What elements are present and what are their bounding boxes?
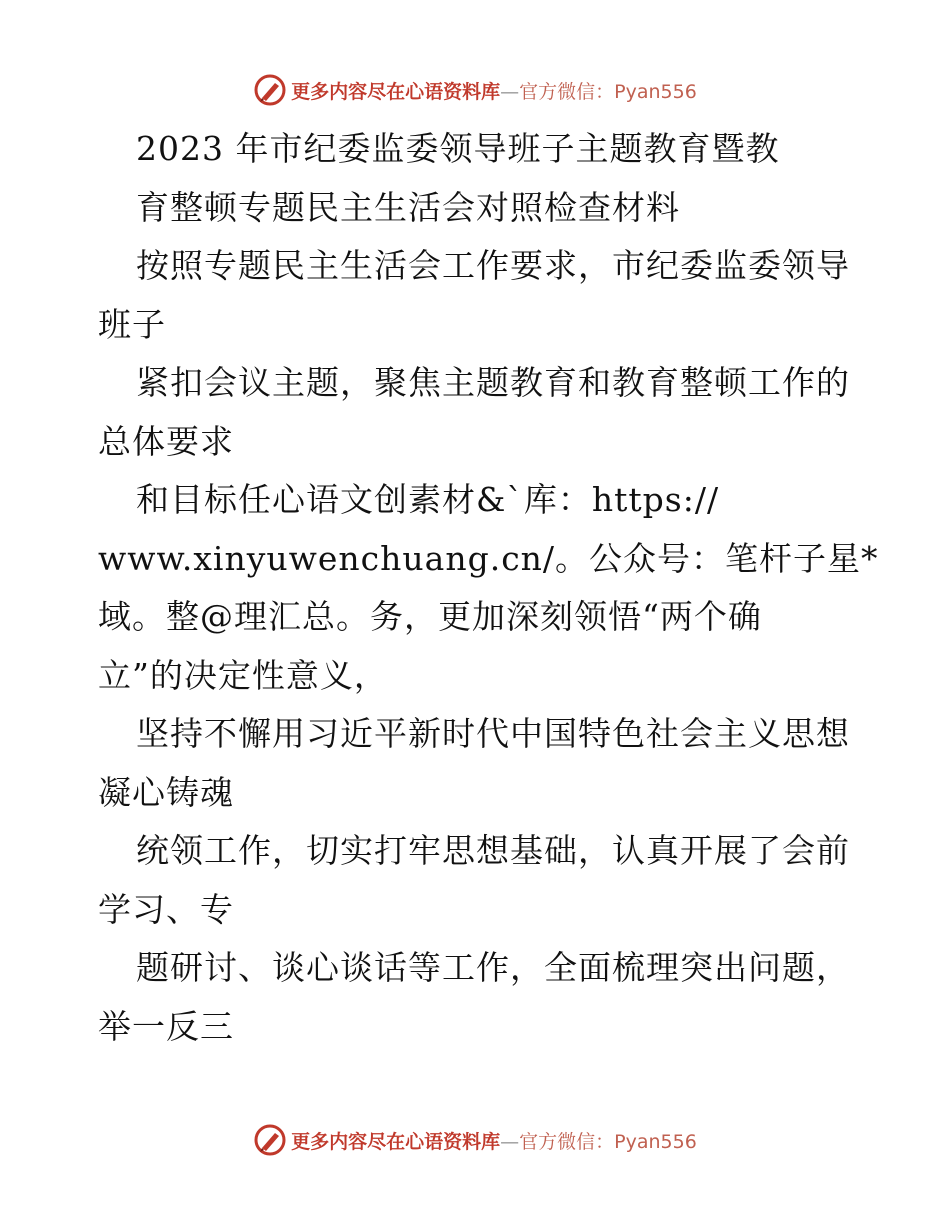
document-body <box>98 120 888 1056</box>
paragraph-line: 学习、专 <box>98 889 234 929</box>
paragraph-line: 立”的决定性意义， <box>98 655 388 695</box>
paragraph-line: 按照专题民主生活会工作要求，市纪委监委领导 <box>136 246 850 285</box>
paragraph-line: 举一反三 <box>98 1006 234 1046</box>
paragraph-line: 紧扣会议主题，聚焦主题教育和教育整顿工作的 <box>136 363 850 402</box>
banner-text: 更多内容尽在心语资料库—官方微信：Pyan556 <box>291 80 697 103</box>
pen-logo-icon <box>253 73 287 107</box>
paragraph-line: www.xinyuwenchuang.cn/。公众号：笔杆子星* <box>98 538 879 578</box>
paragraph-line: 域。整@理汇总。务，更加深刻领悟“两个确 <box>98 597 762 636</box>
paragraph-line: 统领工作，切实打牢思想基础，认真开展了会前 <box>136 831 850 870</box>
document-title-line-1: 2023 年市纪委监委领导班子主题教育暨教 <box>136 129 780 168</box>
paragraph-line: 总体要求 <box>98 421 234 461</box>
paragraph-line: 和目标任心语文创素材&`库：https:// <box>136 480 720 519</box>
paragraph-line: 班子 <box>98 304 166 344</box>
footer-banner <box>0 1120 950 1160</box>
banner-text: 更多内容尽在心语资料库—官方微信：Pyan556 <box>291 1130 697 1153</box>
paragraph-line: 题研讨、谈心谈话等工作，全面梳理突出问题， <box>136 948 850 987</box>
paragraph-line: 凝心铸魂 <box>98 772 234 812</box>
header-banner <box>0 70 950 110</box>
paragraph-line: 坚持不懈用习近平新时代中国特色社会主义思想 <box>136 714 850 753</box>
pen-logo-icon <box>253 1123 287 1157</box>
document-title-line-2: 育整顿专题民主生活会对照检查材料 <box>136 187 680 227</box>
